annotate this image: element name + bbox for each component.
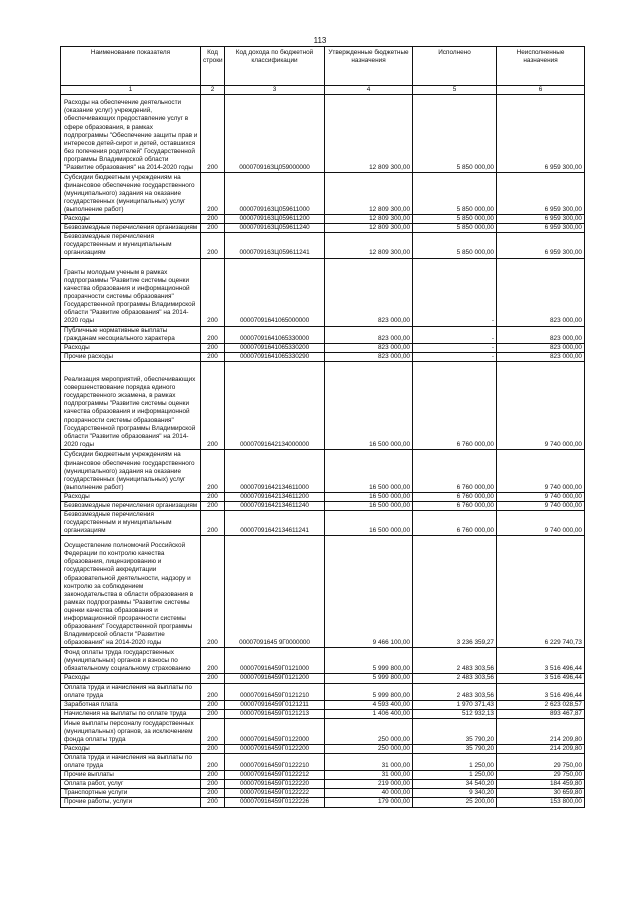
row-unexecuted-amount: 2 623 028,57 — [497, 700, 585, 709]
row-indicator-name: Осуществление полномочий Российской Федерации по контролю качества образования, лицензированию и государственной аккредитации образовательной деятельности, надзору и контролю за соблюдением законодательства в области образования в рамках подпрограммы "Развитие системы оценки качества образования и информационной прозрачности системы образования" Государственной программы Владимирской области "Развитие образования" на 2014-2020 годы — [61, 536, 201, 648]
row-unexecuted-amount: 214 209,80 — [497, 718, 585, 744]
row-indicator-name: Оплата работ, услуг — [61, 780, 201, 789]
row-executed-amount: 35 790,20 — [413, 744, 497, 753]
row-line-code: 200 — [201, 326, 225, 343]
row-executed-amount: 25 200,00 — [413, 798, 497, 807]
row-indicator-name: Безвозмездные перечисления государственным и муниципальным организациям — [61, 511, 201, 536]
row-executed-amount: 5 850 000,00 — [413, 173, 497, 215]
header-indicator-name: Наименование показателя — [61, 47, 201, 86]
row-line-code: 200 — [201, 648, 225, 674]
row-approved-amount: 4 593 400,00 — [325, 700, 413, 709]
row-unexecuted-amount: 823 000,00 — [497, 343, 585, 352]
row-indicator-name: Расходы — [61, 744, 201, 753]
row-budget-code: 00007091641065330200 — [225, 343, 325, 352]
row-unexecuted-amount: 9 740 000,00 — [497, 502, 585, 511]
row-unexecuted-amount: 29 750,00 — [497, 753, 585, 770]
row-approved-amount: 823 000,00 — [325, 343, 413, 352]
row-budget-code: 000070916459Г0122000 — [225, 718, 325, 744]
table-row — [61, 326, 585, 343]
row-approved-amount: 16 500 000,00 — [325, 449, 413, 492]
row-executed-amount: 3 236 359,27 — [413, 536, 497, 648]
table-row — [61, 674, 585, 683]
table-row — [61, 700, 585, 709]
row-unexecuted-amount: 30 659,80 — [497, 789, 585, 798]
table-row — [61, 449, 585, 492]
row-unexecuted-amount: 6 959 300,00 — [497, 215, 585, 224]
row-unexecuted-amount: 153 800,00 — [497, 798, 585, 807]
row-indicator-name: Расходы — [61, 215, 201, 224]
row-line-code: 200 — [201, 449, 225, 492]
row-executed-amount: 6 760 000,00 — [413, 492, 497, 501]
table-row — [61, 361, 585, 449]
row-indicator-name: Прочие работы, услуги — [61, 798, 201, 807]
row-budget-code: 000070916459Г0122220 — [225, 780, 325, 789]
row-indicator-name: Транспортные услуги — [61, 789, 201, 798]
table-row — [61, 753, 585, 770]
row-indicator-name: Прочие расходы — [61, 352, 201, 361]
row-approved-amount: 31 000,00 — [325, 771, 413, 780]
row-budget-code: 00007091642134611000 — [225, 449, 325, 492]
row-line-code: 200 — [201, 683, 225, 700]
row-approved-amount: 12 809 300,00 — [325, 95, 413, 173]
row-budget-code: 000070916ЗЦ059611240 — [225, 224, 325, 233]
row-unexecuted-amount: 214 209,80 — [497, 744, 585, 753]
row-unexecuted-amount: 9 740 000,00 — [497, 492, 585, 501]
row-approved-amount: 12 809 300,00 — [325, 173, 413, 215]
header-executed: Исполнено — [413, 47, 497, 86]
table-row — [61, 709, 585, 718]
table-row — [61, 352, 585, 361]
row-unexecuted-amount: 3 516 496,44 — [497, 674, 585, 683]
row-executed-amount: 1 250,00 — [413, 753, 497, 770]
row-executed-amount: 6 760 000,00 — [413, 449, 497, 492]
row-approved-amount: 250 000,00 — [325, 718, 413, 744]
row-unexecuted-amount: 184 459,80 — [497, 780, 585, 789]
table-row — [61, 224, 585, 233]
row-indicator-name: Оплата труда и начисления на выплаты по оплате труда — [61, 683, 201, 700]
row-budget-code: 000070916459Г0121210 — [225, 683, 325, 700]
column-number: 5 — [413, 86, 497, 95]
row-executed-amount: - — [413, 352, 497, 361]
row-indicator-name: Расходы — [61, 343, 201, 352]
table-row — [61, 511, 585, 536]
row-line-code: 200 — [201, 511, 225, 536]
row-line-code: 200 — [201, 502, 225, 511]
table-row — [61, 492, 585, 501]
row-budget-code: 000070916459Г0122222 — [225, 789, 325, 798]
row-line-code: 200 — [201, 215, 225, 224]
row-indicator-name: Иные выплаты персоналу государственных (муниципальных) органов, за исключением фонда оплаты труда — [61, 718, 201, 744]
header-line-code: Код строки — [201, 47, 225, 86]
row-line-code: 200 — [201, 771, 225, 780]
row-approved-amount: 823 000,00 — [325, 326, 413, 343]
row-line-code: 200 — [201, 780, 225, 789]
column-number: 2 — [201, 86, 225, 95]
row-indicator-name: Расходы — [61, 492, 201, 501]
row-budget-code: 000070916459Г0122226 — [225, 798, 325, 807]
row-approved-amount: 16 500 000,00 — [325, 502, 413, 511]
row-line-code: 200 — [201, 352, 225, 361]
row-indicator-name: Расходы на обеспечение деятельности (оказание услуг) учреждений, обеспечивающих предоставление услуг в сфере образования, в рамках подпрограммы "Обеспечение защиты прав и интересов детей-сирот и детей, оставшихся без попечения родителей" Государственной программы Владимирской области "Развитие образования" на 2014-2020 годы — [61, 95, 201, 173]
table-row — [61, 771, 585, 780]
row-line-code: 200 — [201, 744, 225, 753]
row-budget-code: 00007091642134611200 — [225, 492, 325, 501]
row-unexecuted-amount: 823 000,00 — [497, 352, 585, 361]
budget-execution-table — [60, 46, 585, 808]
row-unexecuted-amount: 6 229 740,73 — [497, 536, 585, 648]
row-approved-amount: 5 999 800,00 — [325, 683, 413, 700]
row-executed-amount: 2 483 303,56 — [413, 683, 497, 700]
row-line-code: 200 — [201, 173, 225, 215]
row-executed-amount: 6 760 000,00 — [413, 502, 497, 511]
row-unexecuted-amount: 6 959 300,00 — [497, 173, 585, 215]
row-approved-amount: 31 000,00 — [325, 753, 413, 770]
column-number: 3 — [225, 86, 325, 95]
row-unexecuted-amount: 6 959 300,00 — [497, 95, 585, 173]
row-indicator-name: Прочие выплаты — [61, 771, 201, 780]
table-row — [61, 258, 585, 326]
row-indicator-name: Безвозмездные перечисления государственным и муниципальным организациям — [61, 233, 201, 258]
row-line-code: 200 — [201, 536, 225, 648]
row-budget-code: 000070916459Г0121000 — [225, 648, 325, 674]
row-unexecuted-amount: 893 467,87 — [497, 709, 585, 718]
row-unexecuted-amount: 6 959 300,00 — [497, 233, 585, 258]
row-indicator-name: Начисления на выплаты по оплате труда — [61, 709, 201, 718]
row-approved-amount: 16 500 000,00 — [325, 361, 413, 449]
row-indicator-name: Безвозмездные перечисления организациям — [61, 502, 201, 511]
row-line-code: 200 — [201, 95, 225, 173]
row-executed-amount: 2 483 303,56 — [413, 648, 497, 674]
row-line-code: 200 — [201, 674, 225, 683]
row-executed-amount: - — [413, 326, 497, 343]
row-executed-amount: 6 760 000,00 — [413, 511, 497, 536]
row-line-code: 200 — [201, 700, 225, 709]
row-indicator-name: Гранты молодым ученым в рамках подпрограммы "Развитие системы оценки качества образования и информационной прозрачности системы образования" Государственной программы Владимирской области "Развитие образования" на 2014-2020 годы — [61, 258, 201, 326]
row-approved-amount: 179 000,00 — [325, 798, 413, 807]
table-row — [61, 744, 585, 753]
row-budget-code: 000070916ЗЦ059000000 — [225, 95, 325, 173]
row-line-code: 200 — [201, 361, 225, 449]
row-line-code: 200 — [201, 789, 225, 798]
table-row — [61, 780, 585, 789]
row-approved-amount: 823 000,00 — [325, 258, 413, 326]
table-row — [61, 648, 585, 674]
column-number: 1 — [61, 86, 201, 95]
row-indicator-name: Реализация мероприятий, обеспечивающих совершенствование порядка единого государственного экзамена, в рамках подпрограммы "Развитие системы оценки качества образования и информационной прозрачности системы образования" Государственной программы Владимирской области "Развитие образования" на 2014-2020 годы — [61, 361, 201, 449]
row-budget-code: 000070916ЗЦ059611241 — [225, 233, 325, 258]
row-line-code: 200 — [201, 258, 225, 326]
row-approved-amount: 16 500 000,00 — [325, 492, 413, 501]
table-row — [61, 536, 585, 648]
row-approved-amount: 40 000,00 — [325, 789, 413, 798]
table-body — [61, 95, 585, 807]
row-budget-code: 000070916459Г0122210 — [225, 753, 325, 770]
row-budget-code: 00007091642134611241 — [225, 511, 325, 536]
row-budget-code: 000070916ЗЦ059611000 — [225, 173, 325, 215]
table-row — [61, 502, 585, 511]
row-line-code: 200 — [201, 753, 225, 770]
row-unexecuted-amount: 3 516 496,44 — [497, 683, 585, 700]
row-executed-amount: 1 250,00 — [413, 771, 497, 780]
row-approved-amount: 12 809 300,00 — [325, 224, 413, 233]
row-indicator-name: Фонд оплаты труда государственных (муниципальных) органов и взносы по обязательному социальному страхованию — [61, 648, 201, 674]
page-number: 113 — [313, 36, 327, 45]
row-executed-amount: - — [413, 343, 497, 352]
row-budget-code: 000070916459Г0122212 — [225, 771, 325, 780]
row-budget-code: 000070916459Г0121200 — [225, 674, 325, 683]
row-approved-amount: 219 000,00 — [325, 780, 413, 789]
row-budget-code: 000070916459Г0122200 — [225, 744, 325, 753]
row-approved-amount: 823 000,00 — [325, 352, 413, 361]
table-row — [61, 343, 585, 352]
table-row — [61, 95, 585, 173]
row-unexecuted-amount: 9 740 000,00 — [497, 449, 585, 492]
row-indicator-name: Публичные нормативные выплаты гражданам несоциального характера — [61, 326, 201, 343]
row-unexecuted-amount: 9 740 000,00 — [497, 361, 585, 449]
row-unexecuted-amount: 6 959 300,00 — [497, 224, 585, 233]
row-approved-amount: 12 809 300,00 — [325, 215, 413, 224]
row-executed-amount: 34 540,20 — [413, 780, 497, 789]
row-indicator-name: Субсидии бюджетным учреждениям на финансовое обеспечение государственного (муниципального) задания на оказание государственных (муниципальных) услуг (выполнение работ) — [61, 449, 201, 492]
row-approved-amount: 9 466 100,00 — [325, 536, 413, 648]
row-budget-code: 000070916459Г0121211 — [225, 700, 325, 709]
header-budget-code: Код дохода по бюджетной классификации — [225, 47, 325, 86]
row-line-code: 200 — [201, 343, 225, 352]
row-line-code: 200 — [201, 709, 225, 718]
row-approved-amount: 16 500 000,00 — [325, 511, 413, 536]
row-indicator-name: Заработная плата — [61, 700, 201, 709]
row-indicator-name: Безвозмездные перечисления организациям — [61, 224, 201, 233]
row-executed-amount: 5 850 000,00 — [413, 233, 497, 258]
column-number: 4 — [325, 86, 413, 95]
row-indicator-name: Субсидии бюджетным учреждениям на финансовое обеспечение государственного (муниципального) задания на оказание государственных (муниципальных) услуг (выполнение работ) — [61, 173, 201, 215]
row-indicator-name: Расходы — [61, 674, 201, 683]
row-indicator-name: Оплата труда и начисления на выплаты по оплате труда — [61, 753, 201, 770]
row-budget-code: 00007091641065000000 — [225, 258, 325, 326]
row-budget-code: 00007091645 9Г0000000 — [225, 536, 325, 648]
row-budget-code: 00007091642134611240 — [225, 502, 325, 511]
row-executed-amount: 5 850 000,00 — [413, 215, 497, 224]
row-approved-amount: 5 999 800,00 — [325, 674, 413, 683]
row-unexecuted-amount: 823 000,00 — [497, 326, 585, 343]
row-budget-code: 000070916ЗЦ059611200 — [225, 215, 325, 224]
row-executed-amount: 2 483 303,56 — [413, 674, 497, 683]
row-approved-amount: 250 000,00 — [325, 744, 413, 753]
row-unexecuted-amount: 9 740 000,00 — [497, 511, 585, 536]
table-row — [61, 683, 585, 700]
row-unexecuted-amount: 823 000,00 — [497, 258, 585, 326]
row-executed-amount: 512 932,13 — [413, 709, 497, 718]
row-budget-code: 00007091641065330000 — [225, 326, 325, 343]
row-executed-amount: 1 970 371,43 — [413, 700, 497, 709]
row-executed-amount: 35 790,20 — [413, 718, 497, 744]
row-executed-amount: 5 850 000,00 — [413, 224, 497, 233]
row-executed-amount: 9 340,20 — [413, 789, 497, 798]
header-unexecuted: Неисполненные назначения — [497, 47, 585, 86]
row-executed-amount: - — [413, 258, 497, 326]
row-unexecuted-amount: 29 750,00 — [497, 771, 585, 780]
row-executed-amount: 6 760 000,00 — [413, 361, 497, 449]
row-line-code: 200 — [201, 233, 225, 258]
column-number: 6 — [497, 86, 585, 95]
table-row — [61, 173, 585, 215]
row-unexecuted-amount: 3 516 496,44 — [497, 648, 585, 674]
table-row — [61, 789, 585, 798]
row-approved-amount: 5 999 800,00 — [325, 648, 413, 674]
table-row — [61, 718, 585, 744]
table-row — [61, 215, 585, 224]
row-budget-code: 00007091642134000000 — [225, 361, 325, 449]
column-number-row — [61, 86, 585, 95]
row-line-code: 200 — [201, 718, 225, 744]
table-row — [61, 233, 585, 258]
table-row — [61, 798, 585, 807]
row-line-code: 200 — [201, 224, 225, 233]
header-row — [61, 47, 585, 86]
row-line-code: 200 — [201, 798, 225, 807]
row-budget-code: 00007091641065330290 — [225, 352, 325, 361]
row-approved-amount: 12 809 300,00 — [325, 233, 413, 258]
row-line-code: 200 — [201, 492, 225, 501]
row-budget-code: 000070916459Г0121213 — [225, 709, 325, 718]
row-executed-amount: 5 850 000,00 — [413, 95, 497, 173]
header-approved: Утвержденные бюджетные назначения — [325, 47, 413, 86]
row-approved-amount: 1 406 400,00 — [325, 709, 413, 718]
